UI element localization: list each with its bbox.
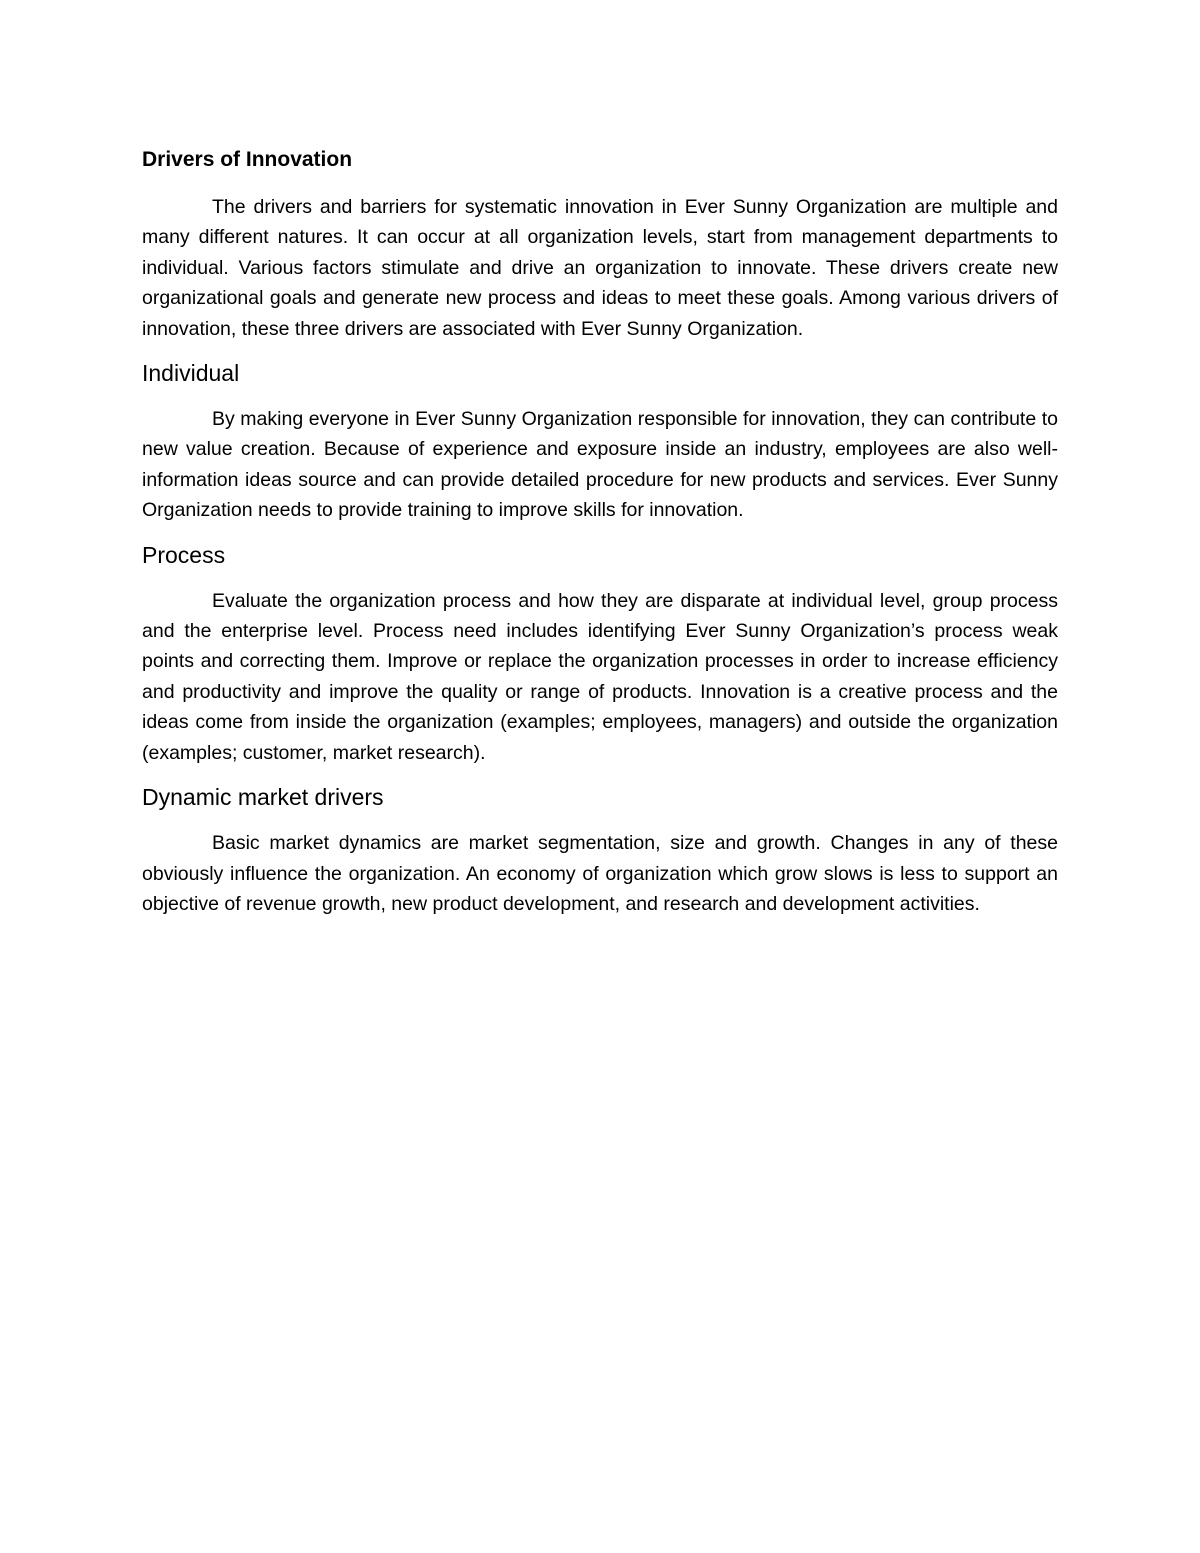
section-body-individual: By making everyone in Ever Sunny Organization responsible for innovation, they can contribute to new value creation. Because of experience and exposure inside an industry, employees are also well-information ideas source and can provide detailed procedure for new products and services. Ever Sunny Organization needs to provide training to improve skills for innovation. xyxy=(142,408,1058,522)
document-content xyxy=(142,146,1058,919)
intro-paragraph: The drivers and barriers for systematic innovation in Ever Sunny Organization are multiple and many different natures. It can occur at all organization levels, start from management departments to individual. Various factors stimulate and drive an organization to innovate. These drivers create new organizational goals and generate new process and ideas to meet these goals. Among various drivers of innovation, these three drivers are associated with Ever Sunny Organization. xyxy=(142,196,1058,340)
section-heading-process: Process xyxy=(142,541,226,568)
section-body-process: Evaluate the organization process and how they are disparate at individual level, group process and the enterprise level. Process need includes identifying Ever Sunny Organization’s process weak points and correcting them. Improve or replace the organization processes in order to increase efficiency and productivity and improve the quality or range of products. Innovation is a creative process and the ideas come from inside the organization (examples; employees, managers) and outside the organization (examples; customer, market research). xyxy=(142,589,1058,764)
document-title: Drivers of Innovation xyxy=(142,148,353,171)
section-heading-dynamic-market-drivers: Dynamic market drivers xyxy=(142,784,384,811)
section-body-dynamic-market-drivers: Basic market dynamics are market segmentation, size and growth. Changes in any of these obviously influence the organization. An economy of organization which grow slows is less to support an objective of revenue growth, new product development, and research and development activities. xyxy=(142,832,1058,915)
section-heading-individual: Individual xyxy=(142,360,240,387)
